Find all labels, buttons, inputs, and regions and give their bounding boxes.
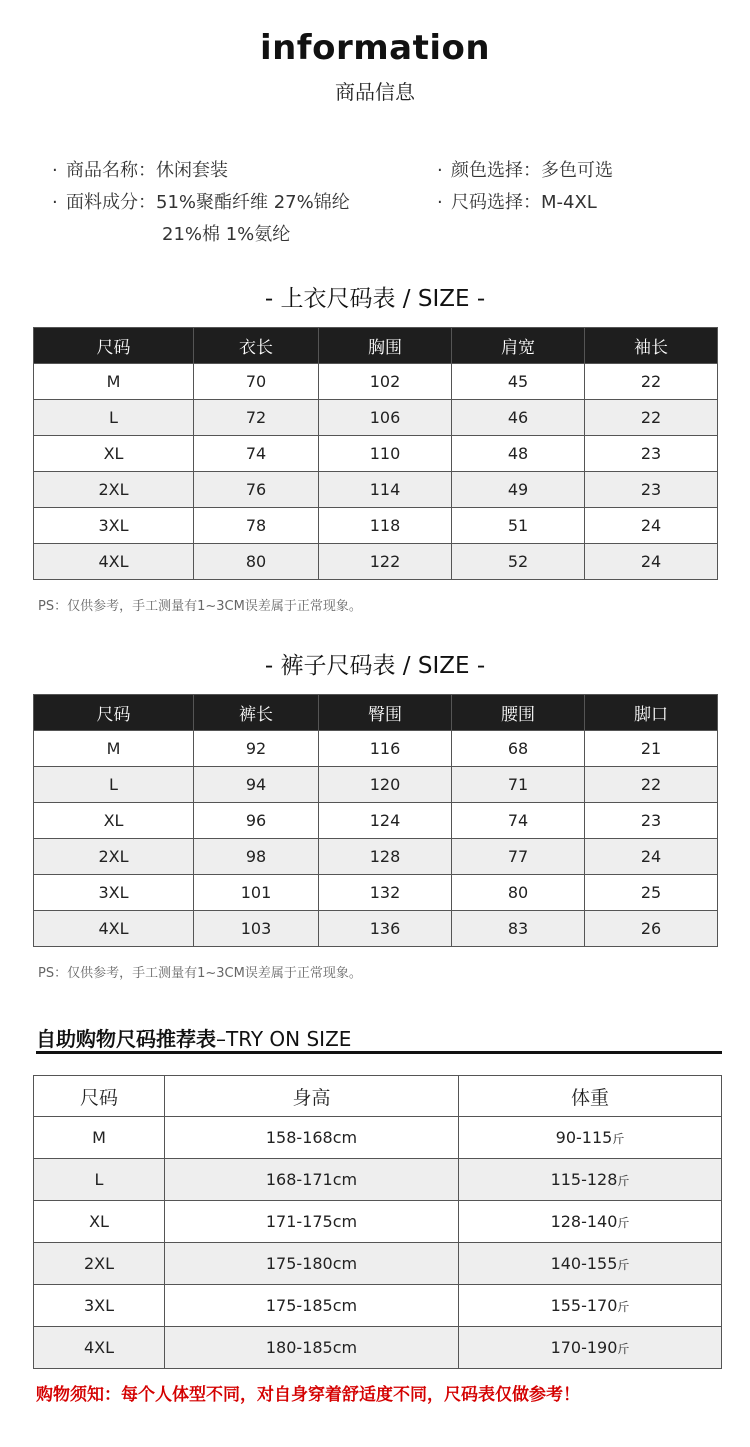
column-header: 尺码 <box>34 1076 165 1117</box>
table-cell: 48 <box>452 436 585 472</box>
table-cell: 90-115斤 <box>459 1117 722 1159</box>
weight-unit: 斤 <box>617 1258 630 1272</box>
top-size-table <box>33 327 718 580</box>
table-cell: 101 <box>194 875 319 911</box>
table-cell: 158-168cm <box>165 1117 459 1159</box>
table-cell: 120 <box>319 767 452 803</box>
table-cell: 175-185cm <box>165 1285 459 1327</box>
table-cell: XL <box>34 1201 165 1243</box>
table-row <box>34 544 718 580</box>
table-cell: 22 <box>585 400 718 436</box>
pants-size-table <box>33 694 718 947</box>
table-cell: L <box>34 767 194 803</box>
table-row <box>34 436 718 472</box>
weight-unit: 斤 <box>617 1174 630 1188</box>
weight-unit: 斤 <box>617 1216 630 1230</box>
table-cell: 180-185cm <box>165 1327 459 1369</box>
table-cell: 80 <box>194 544 319 580</box>
table-cell: 77 <box>452 839 585 875</box>
table-cell: XL <box>34 436 194 472</box>
table-cell: 4XL <box>34 1327 165 1369</box>
table-cell: 51 <box>452 508 585 544</box>
table-cell: 25 <box>585 875 718 911</box>
try-size-title: 自助购物尺码推荐表–TRY ON SIZE <box>36 1027 352 1051</box>
table-cell: 118 <box>319 508 452 544</box>
table-cell: L <box>34 1159 165 1201</box>
table-cell: 72 <box>194 400 319 436</box>
table-row <box>34 839 718 875</box>
table-cell: 116 <box>319 731 452 767</box>
table-cell: 102 <box>319 364 452 400</box>
table-row <box>34 472 718 508</box>
table-row <box>34 1285 722 1327</box>
table-row <box>34 731 718 767</box>
table-cell: M <box>34 364 194 400</box>
try-size-table <box>33 1075 722 1369</box>
table-cell: 2XL <box>34 1243 165 1285</box>
table-cell: 3XL <box>34 875 194 911</box>
table-cell: 3XL <box>34 1285 165 1327</box>
table-cell: 106 <box>319 400 452 436</box>
table-cell: 26 <box>585 911 718 947</box>
table-cell: 24 <box>585 508 718 544</box>
table-row <box>34 875 718 911</box>
table-cell: 4XL <box>34 544 194 580</box>
table-cell: 24 <box>585 839 718 875</box>
table-cell: 70 <box>194 364 319 400</box>
weight-unit: 斤 <box>612 1132 625 1146</box>
table-cell: 71 <box>452 767 585 803</box>
top-size-note: PS：仅供参考，手工测量有1~3CM误差属于正常现象。 <box>38 599 362 614</box>
section-title-cn: 商品信息 <box>335 80 415 104</box>
table-cell: M <box>34 731 194 767</box>
table-cell: 171-175cm <box>165 1201 459 1243</box>
column-header: 袖长 <box>585 328 718 364</box>
table-cell: 92 <box>194 731 319 767</box>
table-cell: 128 <box>319 839 452 875</box>
table-cell: XL <box>34 803 194 839</box>
column-header: 尺码 <box>34 695 194 731</box>
shopping-notice: 购物须知：每个人体型不同，对自身穿着舒适度不同，尺码表仅做参考！ <box>36 1385 580 1405</box>
table-cell: 22 <box>585 767 718 803</box>
table-row <box>34 767 718 803</box>
table-cell: 74 <box>452 803 585 839</box>
table-row <box>34 508 718 544</box>
column-header: 尺码 <box>34 328 194 364</box>
column-header: 胸围 <box>319 328 452 364</box>
table-cell: 114 <box>319 472 452 508</box>
table-cell: 68 <box>452 731 585 767</box>
table-cell: 49 <box>452 472 585 508</box>
column-header: 臀围 <box>319 695 452 731</box>
table-cell: 22 <box>585 364 718 400</box>
table-cell: 168-171cm <box>165 1159 459 1201</box>
table-cell: L <box>34 400 194 436</box>
table-cell: 3XL <box>34 508 194 544</box>
info-size: · 尺码选择：M-4XL <box>437 192 597 213</box>
table-row <box>34 911 718 947</box>
table-row <box>34 400 718 436</box>
table-cell: 83 <box>452 911 585 947</box>
table-cell: 155-170斤 <box>459 1285 722 1327</box>
table-cell: 23 <box>585 472 718 508</box>
table-cell: 128-140斤 <box>459 1201 722 1243</box>
table-cell: 96 <box>194 803 319 839</box>
table-cell: 78 <box>194 508 319 544</box>
table-cell: 115-128斤 <box>459 1159 722 1201</box>
table-cell: 124 <box>319 803 452 839</box>
table-cell: 76 <box>194 472 319 508</box>
info-left <box>52 155 350 251</box>
table-cell: 4XL <box>34 911 194 947</box>
table-cell: 46 <box>452 400 585 436</box>
table-row <box>34 1327 722 1369</box>
info-fabric: · 面料成分：51%聚酯纤维 27%锦纶 <box>52 192 350 213</box>
column-header: 体重 <box>459 1076 722 1117</box>
table-cell: 140-155斤 <box>459 1243 722 1285</box>
table-header-row <box>34 328 718 364</box>
table-row <box>34 1159 722 1201</box>
table-cell: 24 <box>585 544 718 580</box>
table-cell: 21 <box>585 731 718 767</box>
table-row <box>34 364 718 400</box>
table-cell: 132 <box>319 875 452 911</box>
table-row <box>34 1243 722 1285</box>
column-header: 肩宽 <box>452 328 585 364</box>
table-cell: 170-190斤 <box>459 1327 722 1369</box>
divider <box>36 1051 722 1054</box>
table-row <box>34 1201 722 1243</box>
info-fabric-cont: 21%棉 1%氨纶 <box>162 224 291 245</box>
table-cell: 94 <box>194 767 319 803</box>
info-name: · 商品名称：休闲套装 <box>52 160 228 181</box>
info-color: · 颜色选择：多色可选 <box>437 160 613 181</box>
column-header: 脚口 <box>585 695 718 731</box>
table-cell: 103 <box>194 911 319 947</box>
table-row <box>34 1117 722 1159</box>
table-cell: 45 <box>452 364 585 400</box>
weight-unit: 斤 <box>617 1342 630 1356</box>
column-header: 衣长 <box>194 328 319 364</box>
table-cell: 2XL <box>34 472 194 508</box>
section-title-en: information <box>259 28 491 68</box>
table-cell: 52 <box>452 544 585 580</box>
pants-size-title: - 裤子尺码表 / SIZE - <box>264 653 486 679</box>
table-cell: 136 <box>319 911 452 947</box>
column-header: 裤长 <box>194 695 319 731</box>
table-cell: 80 <box>452 875 585 911</box>
table-header-row <box>34 695 718 731</box>
info-right <box>437 155 613 219</box>
table-header-row <box>34 1076 722 1117</box>
weight-unit: 斤 <box>617 1300 630 1314</box>
table-cell: 122 <box>319 544 452 580</box>
column-header: 腰围 <box>452 695 585 731</box>
table-cell: 74 <box>194 436 319 472</box>
table-cell: 2XL <box>34 839 194 875</box>
table-cell: 110 <box>319 436 452 472</box>
table-cell: 175-180cm <box>165 1243 459 1285</box>
column-header: 身高 <box>165 1076 459 1117</box>
table-cell: 23 <box>585 436 718 472</box>
table-cell: 23 <box>585 803 718 839</box>
table-cell: 98 <box>194 839 319 875</box>
table-cell: M <box>34 1117 165 1159</box>
pants-size-note: PS：仅供参考，手工测量有1~3CM误差属于正常现象。 <box>38 966 362 981</box>
table-row <box>34 803 718 839</box>
top-size-title: - 上衣尺码表 / SIZE - <box>264 286 486 312</box>
